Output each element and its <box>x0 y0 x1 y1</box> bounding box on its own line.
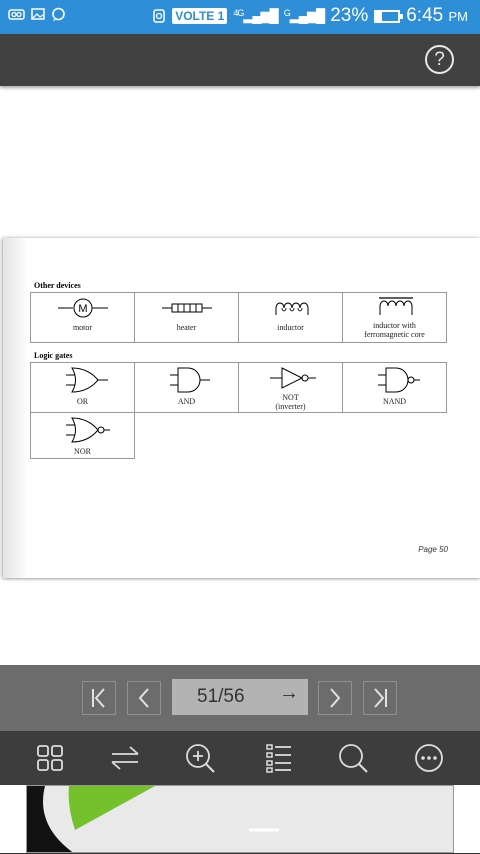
motor-letter: M <box>77 303 88 315</box>
nor-gate-symbol <box>48 415 118 445</box>
help-button[interactable] <box>425 45 454 74</box>
ad-graphic <box>27 786 454 853</box>
battery-percent: 23% <box>330 5 369 26</box>
not-gate-cell <box>239 363 343 413</box>
status-right <box>152 5 468 27</box>
nor-gate-cell <box>31 413 135 459</box>
prev-page-icon <box>134 687 154 709</box>
inductor-caption: inductor <box>277 323 304 332</box>
page-navigation-bar <box>0 665 480 731</box>
not-gate-caption-2: (inverter) <box>275 402 306 411</box>
clock-ampm: PM <box>448 9 468 24</box>
go-arrow-icon[interactable]: → <box>279 682 299 704</box>
heater-symbol <box>152 295 222 321</box>
nand-gate-caption: NAND <box>382 397 407 406</box>
and-gate-caption: AND <box>177 397 196 406</box>
notification-icons <box>8 7 66 22</box>
next-page-icon <box>325 687 345 709</box>
or-gate-caption: OR <box>76 397 89 406</box>
nand-gate-symbol <box>360 365 430 395</box>
heater-caption: heater <box>176 323 197 332</box>
thumbnails-button[interactable] <box>33 741 67 775</box>
app-top-bar <box>0 34 480 86</box>
motor-cell <box>31 293 135 343</box>
gallery-icon <box>31 7 45 21</box>
other-devices-table <box>30 292 447 343</box>
help-icon: ? <box>434 49 445 70</box>
page-number-input[interactable] <box>172 679 308 715</box>
or-gate-cell <box>31 363 135 413</box>
and-gate-cell <box>135 363 239 413</box>
document-page[interactable] <box>3 238 480 578</box>
nand-gate-cell <box>343 363 447 413</box>
logic-gates-table <box>30 362 447 459</box>
inductor-core-caption: inductor with <box>373 321 416 330</box>
alarm-icon <box>152 9 166 24</box>
outline-button[interactable] <box>262 741 296 775</box>
page-edge-shadow <box>3 238 29 578</box>
sim2-label: G <box>283 8 290 18</box>
search-button[interactable] <box>336 741 370 775</box>
whatsapp-icon <box>51 7 66 22</box>
status-bar <box>0 0 480 34</box>
section-title-logic-gates: Logic gates <box>34 351 73 360</box>
signal-icon: $^{4G}$▂▄▆█ <box>233 8 278 23</box>
inductor-cell <box>239 293 343 343</box>
prev-page-button[interactable] <box>127 681 161 715</box>
last-page-button[interactable] <box>363 681 397 715</box>
network-type-label: 4G <box>233 8 244 18</box>
more-icon <box>413 742 445 774</box>
battery-icon <box>374 10 400 23</box>
or-gate-symbol <box>48 365 118 395</box>
inductor-core-symbol <box>360 295 430 319</box>
inductor-core-caption-2: ferromagnetic core <box>364 330 425 339</box>
zoom-in-button[interactable] <box>183 741 217 775</box>
first-page-icon <box>89 687 109 709</box>
and-gate-symbol <box>152 365 222 395</box>
first-page-button[interactable] <box>82 681 116 715</box>
ad-banner[interactable] <box>26 785 454 853</box>
clock-time-value: 6:45 <box>406 5 444 26</box>
more-button[interactable] <box>412 741 446 775</box>
not-gate-symbol <box>256 365 326 391</box>
inductor-core-cell <box>343 293 447 343</box>
inductor-symbol <box>256 295 326 321</box>
not-gate-caption: NOT <box>282 393 299 402</box>
volte-badge: VOLTE 1 <box>172 8 227 24</box>
zoom-in-icon <box>184 742 216 774</box>
next-page-button[interactable] <box>318 681 352 715</box>
outline-icon <box>264 742 294 774</box>
section-title-other-devices: Other devices <box>34 281 81 290</box>
nor-gate-caption: NOR <box>74 447 91 456</box>
swap-icon <box>109 743 141 773</box>
signal-2-icon: $^G$▂▄▆█ <box>283 8 325 23</box>
motor-symbol <box>48 295 118 321</box>
heater-cell <box>135 293 239 343</box>
clock-time <box>406 5 468 27</box>
motor-caption: motor <box>72 323 93 332</box>
last-page-icon <box>370 687 390 709</box>
thumbnails-icon <box>35 743 65 773</box>
search-icon <box>337 742 369 774</box>
swap-button[interactable] <box>108 741 142 775</box>
bottom-toolbar <box>0 731 480 785</box>
page-number-label: Page 50 <box>418 545 448 554</box>
media-icon <box>8 7 25 21</box>
page-number-value: 51/56 <box>197 686 245 707</box>
